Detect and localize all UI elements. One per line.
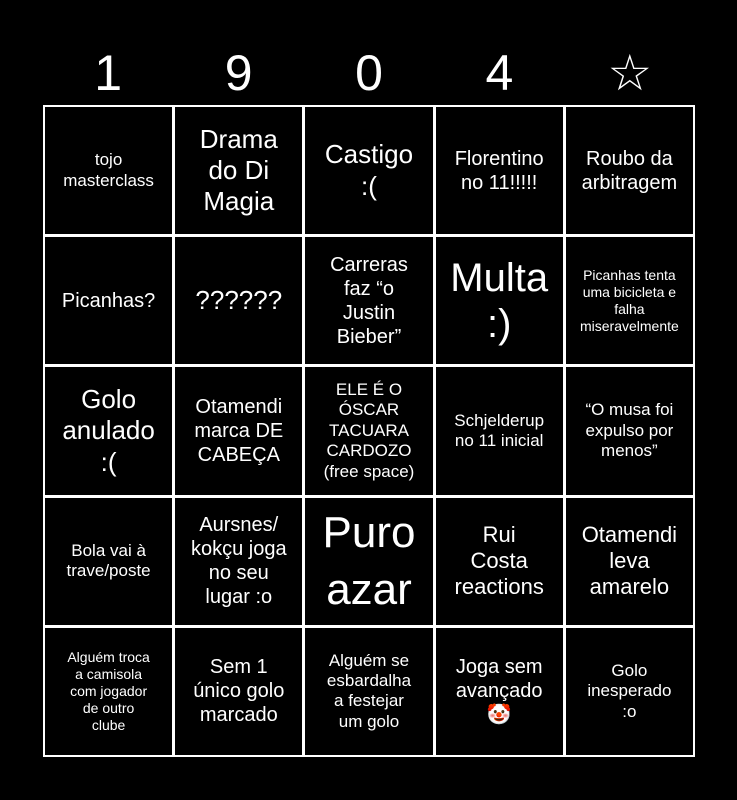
- bingo-cell-text: Picanhas?: [61, 289, 156, 312]
- bingo-cell-r0-c3[interactable]: [436, 107, 563, 234]
- bingo-cell-text: Rui Costa reactions: [454, 521, 544, 600]
- bingo-cell-text: Otamendi marca DE CABEÇA: [194, 395, 284, 466]
- bingo-cell-r0-c1[interactable]: [175, 107, 302, 234]
- bingo-cell-text: Golo anulado :(: [62, 384, 155, 477]
- bingo-cell-r3-c1[interactable]: [175, 498, 302, 625]
- bingo-cell-r2-c0[interactable]: [45, 367, 172, 494]
- bingo-cell-r4-c2[interactable]: [305, 628, 432, 755]
- bingo-board: [43, 105, 695, 757]
- bingo-header: [43, 42, 695, 104]
- bingo-cell-r0-c2[interactable]: [305, 107, 432, 234]
- bingo-cell-text: Roubo da arbitragem: [581, 147, 678, 194]
- bingo-cell-r1-c0[interactable]: [45, 237, 172, 364]
- bingo-cell-text: Joga sem avançado 🤡: [455, 656, 543, 727]
- bingo-cell-r3-c2[interactable]: [305, 498, 432, 625]
- bingo-cell-r3-c3[interactable]: [436, 498, 563, 625]
- bingo-cell-text: Florentino no 11!!!!!: [454, 147, 544, 194]
- header-letter-2: 9: [224, 45, 253, 101]
- bingo-cell-r1-c2[interactable]: [305, 237, 432, 364]
- bingo-cell-text: Aursnes/ kokçu joga no seu lugar :o: [190, 514, 287, 609]
- bingo-cell-r1-c3[interactable]: [436, 237, 563, 364]
- header-star-icon: ☆: [607, 45, 653, 101]
- bingo-cell-r2-c2[interactable]: [305, 367, 432, 494]
- bingo-cell-text: Bola vai à trave/poste: [66, 540, 151, 581]
- bingo-cell-text: tojo masterclass: [63, 150, 154, 190]
- bingo-cell-r0-c0[interactable]: [45, 107, 172, 234]
- header-letter-3: 0: [355, 45, 383, 101]
- bingo-cell-r3-c0[interactable]: [45, 498, 172, 625]
- bingo-cell-text: Multa :): [450, 255, 549, 346]
- bingo-cell-r4-c3[interactable]: [436, 628, 563, 755]
- bingo-cell-r3-c4[interactable]: [566, 498, 693, 625]
- bingo-cell-r4-c4[interactable]: [566, 628, 693, 755]
- bingo-cell-text: Otamendi leva amarelo: [581, 521, 678, 600]
- header-letter-1: 1: [94, 45, 123, 101]
- bingo-cell-text: Alguém se esbardalha a festejar um golo: [326, 650, 412, 731]
- bingo-cell-text: “O musa foi expulso por menos”: [585, 400, 674, 461]
- bingo-cell-text: ELE É O ÓSCAR TACUARA CARDOZO (free space): [323, 380, 415, 481]
- bingo-cell-r4-c0[interactable]: [45, 628, 172, 755]
- bingo-cell-r2-c3[interactable]: [436, 367, 563, 494]
- bingo-cell-r2-c1[interactable]: [175, 367, 302, 494]
- bingo-cell-text: ??????: [195, 285, 283, 316]
- bingo-cell-text: Puro azar: [322, 508, 416, 615]
- header-letter-4: 4: [485, 45, 514, 101]
- bingo-cell-text: Schjelderup no 11 inicial: [454, 410, 545, 450]
- bingo-cell-text: Castigo :(: [324, 139, 414, 201]
- bingo-cell-r1-c4[interactable]: [566, 237, 693, 364]
- bingo-cell-r1-c1[interactable]: [175, 237, 302, 364]
- bingo-cell-text: Golo inesperado :o: [587, 660, 672, 721]
- bingo-cell-r0-c4[interactable]: [566, 107, 693, 234]
- bingo-cell-r4-c1[interactable]: [175, 628, 302, 755]
- bingo-cell-text: Carreras faz “o Justin Bieber”: [330, 253, 408, 348]
- bingo-cell-r2-c4[interactable]: [566, 367, 693, 494]
- bingo-cell-text: Sem 1 único golo marcado: [193, 656, 285, 727]
- bingo-cell-text: Picanhas tenta uma bicicleta e falha miseravelmente: [579, 267, 679, 334]
- bingo-cell-text: Drama do Di Magia: [199, 123, 278, 217]
- bingo-cell-text: Alguém troca a camisola com jogador de outro clube: [67, 649, 150, 733]
